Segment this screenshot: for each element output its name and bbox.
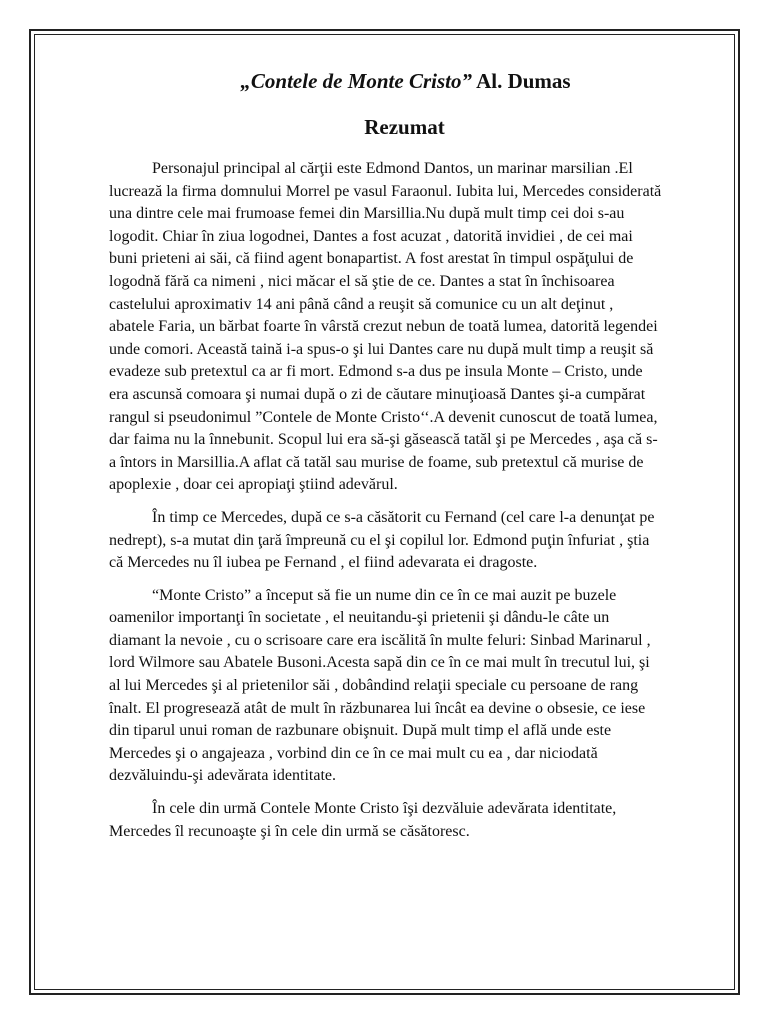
paragraph-1: Personajul principal al cărţii este Edmond Dantos, un marinar marsilian .El lucrează la firma domnului Morrel pe vasul Faraonul. Iubita lui, Mercedes considerată una dintre cele mai frumoase femei din Marsillia.Nu după mult timp cei doi s-au logodit. Chiar în ziua logodnei, Dantes a fost acuzat , datorită invidiei , de cei mai buni prieteni ai săi, că fiind agent bonapartist. A fost arestat în timpul ospăţului de logodnă fără ca nimeni , nici măcar el să ştie de ce. Dantes a stat în închisoarea castelului aproximativ 14 ani până când a reuşit să comunice cu un alt deţinut , abatele Faria, un bărbat foarte în vârstă crezut nebun de toată lumea, datorită legendei unde comori. Această taină i-a spus-o şi lui Dantes care nu după mult timp a reuşit să evadeze sub pretextul ca ar fi mort. Edmond s-a dus pe insula Monte – Cristo, unde era ascunsă comoara şi numai după o zi de căutare minuţioasă Dantes şi-a cumpărat rangul si pseudonimul ”Contele de Monte Cristo‘‘.A devenit cunoscut de toată lumea, dar faima nu la înnebunit. Scopul lui era să-şi găsească tatăl şi pe Mercedes , aşa că s-a întors in Marsillia.A aflat că tatăl sau murise de foame, sub pretextul că murise de apoplexie , doar cei apropiaţi ştiind adevărul. xyxy=(109,160,662,494)
book-title: „Contele de Monte Cristo” xyxy=(240,69,472,93)
paragraph-4: În cele din urmă Contele Monte Cristo îşi dezvăluie adevărata identitate, Mercedes îl recunoaşte şi în cele din urmă se căsătoresc. xyxy=(109,800,617,840)
paragraph-3: “Monte Cristo” a început să fie un nume din ce în ce mai auzit pe buzele oamenilor importanţi în societate , el neuitandu-şi prietenii şi dându-le câte un diamant la nevoie , cu o scrisoare care era iscălită în multe feluri: Sinbad Marinarul , lord Wilmore sau Abatele Busoni.Acesta sapă din ce în ce mai mult în trecutul lui, şi al lui Mercedes şi al prietenilor săi , dobândind relaţii speciale cu persoane de rang înalt. El progresează atât de mult în răzbunarea lui încât ea devine o obsesie, ce iese din tiparul unui roman de razbunare obişnuit. După mult timp el află unde este Mercedes şi o angajeaza , vorbind din ce în ce mai mult cu ea , dar niciodată dezvăluindu-şi adevărata identitate. xyxy=(109,586,651,785)
paragraph-2: În timp ce Mercedes, după ce s-a căsătorit cu Fernand (cel care l-a denunţat pe nedrept), s-a mutat din ţară împreună cu el şi copilul lor. Edmond puţin înfuriat , ştia că Mercedes nu îl iubea pe Fernand , el fiind adevarata ei dragoste. xyxy=(109,508,655,572)
author-name: Al. Dumas xyxy=(472,69,571,93)
document-title xyxy=(109,64,662,98)
document-subtitle: Rezumat xyxy=(364,115,445,139)
document-body xyxy=(109,64,662,853)
